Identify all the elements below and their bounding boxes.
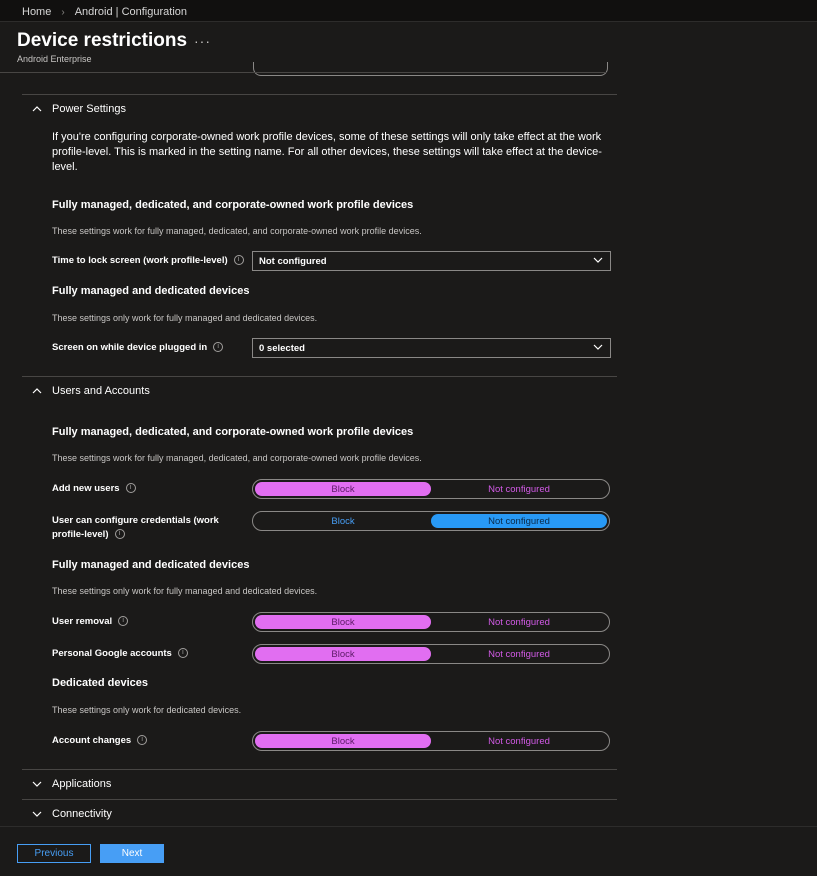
time-to-lock-screen-dropdown[interactable]: [252, 251, 611, 271]
info-icon[interactable]: i: [115, 529, 125, 539]
label-text: Screen on while device plugged in: [52, 342, 208, 353]
section-header-applications[interactable]: [22, 770, 617, 798]
chevron-down-icon: [592, 254, 604, 269]
group-title: Fully managed and dedicated devices: [52, 285, 250, 297]
chevron-down-icon: [22, 778, 52, 790]
toggle-option-not-configured[interactable]: Not configured: [431, 514, 607, 528]
info-icon[interactable]: i: [118, 616, 128, 626]
personal-google-accounts-toggle[interactable]: [252, 644, 610, 664]
toggle-option-block[interactable]: Block: [331, 515, 355, 527]
toggle-option-not-configured[interactable]: Not configured: [488, 483, 550, 495]
info-icon[interactable]: i: [137, 735, 147, 745]
section-title: Users and Accounts: [52, 385, 150, 397]
group-title: Fully managed, dedicated, and corporate-owned work profile devices: [52, 199, 414, 211]
group-description: These settings only work for fully managed and dedicated devices.: [52, 313, 318, 323]
group-title: Fully managed, dedicated, and corporate-owned work profile devices: [52, 426, 414, 438]
toggle-option-not-configured[interactable]: Not configured: [488, 648, 550, 660]
group-description: These settings only work for fully managed and dedicated devices.: [52, 586, 318, 596]
chevron-right-icon: ›: [61, 6, 65, 18]
breadcrumb-android-configuration[interactable]: Android | Configuration: [74, 6, 188, 18]
dropdown-value: Not configured: [259, 255, 327, 267]
user-removal-toggle[interactable]: [252, 612, 610, 632]
next-button[interactable]: Next: [100, 844, 164, 863]
breadcrumb: [22, 6, 187, 18]
section-title: Power Settings: [52, 103, 126, 115]
chevron-up-icon: [22, 385, 52, 397]
label-text: Add new users: [52, 483, 120, 494]
setting-label-account-changes: [52, 734, 247, 748]
setting-label-user-configure-credentials: [52, 514, 247, 542]
setting-label-user-removal: [52, 615, 247, 629]
section-header-power-settings[interactable]: [22, 95, 617, 123]
section-header-connectivity[interactable]: [22, 800, 617, 826]
footer: [0, 826, 817, 876]
toggle-option-block[interactable]: Block: [255, 482, 431, 496]
group-title: Dedicated devices: [52, 677, 148, 689]
page-subtitle: Android Enterprise: [17, 54, 92, 64]
group-title: Fully managed and dedicated devices: [52, 559, 250, 571]
section-header-users-and-accounts[interactable]: [22, 377, 617, 405]
top-bar: [0, 0, 817, 22]
toggle-option-block[interactable]: Block: [255, 734, 431, 748]
label-text: Account changes: [52, 735, 132, 746]
info-icon[interactable]: i: [178, 648, 188, 658]
account-changes-toggle[interactable]: [252, 731, 610, 751]
group-description: These settings work for fully managed, dedicated, and corporate-owned work profile devices.: [52, 226, 422, 236]
label-text: Personal Google accounts: [52, 648, 172, 659]
toggle-option-block[interactable]: Block: [255, 615, 431, 629]
breadcrumb-home[interactable]: Home: [22, 6, 52, 18]
add-new-users-toggle[interactable]: [252, 479, 610, 499]
label-text: Time to lock screen (work profile-level): [52, 255, 228, 266]
setting-label-time-to-lock-screen: [52, 254, 247, 268]
toggle-option-not-configured[interactable]: Not configured: [488, 735, 550, 747]
settings-content[interactable]: [0, 73, 817, 826]
info-icon[interactable]: i: [234, 255, 244, 265]
page-title: Device restrictions: [17, 30, 188, 51]
setting-label-screen-on-plugged-in: [52, 341, 247, 355]
setting-label-add-new-users: [52, 482, 247, 496]
label-text: User can configure credentials (work profile-level): [52, 515, 219, 540]
chevron-down-icon: [22, 808, 52, 820]
power-settings-description: If you're configuring corporate-owned work profile devices, some of these settings will only take effect at the work profile-level. This is marked in the setting name. For all other devices, these settings will take effect at the device-level.: [52, 131, 602, 173]
group-description: These settings work for fully managed, dedicated, and corporate-owned work profile devices.: [52, 453, 422, 463]
dropdown-value: 0 selected: [259, 342, 305, 354]
section-title: Applications: [52, 778, 112, 790]
group-description: These settings only work for dedicated devices.: [52, 705, 242, 715]
chevron-down-icon: [592, 341, 604, 356]
section-title: Connectivity: [52, 808, 112, 820]
toggle-option-block[interactable]: Block: [255, 647, 431, 661]
chevron-up-icon: [22, 103, 52, 115]
screen-on-plugged-in-dropdown[interactable]: [252, 338, 611, 358]
info-icon[interactable]: i: [126, 483, 136, 493]
toggle-option-not-configured[interactable]: Not configured: [488, 616, 550, 628]
info-icon[interactable]: i: [213, 342, 223, 352]
user-configure-credentials-toggle[interactable]: [252, 511, 610, 531]
more-options-icon[interactable]: ···: [194, 33, 211, 49]
setting-label-personal-google-accounts: [52, 647, 247, 661]
previous-button[interactable]: Previous: [17, 844, 91, 863]
label-text: User removal: [52, 616, 113, 627]
